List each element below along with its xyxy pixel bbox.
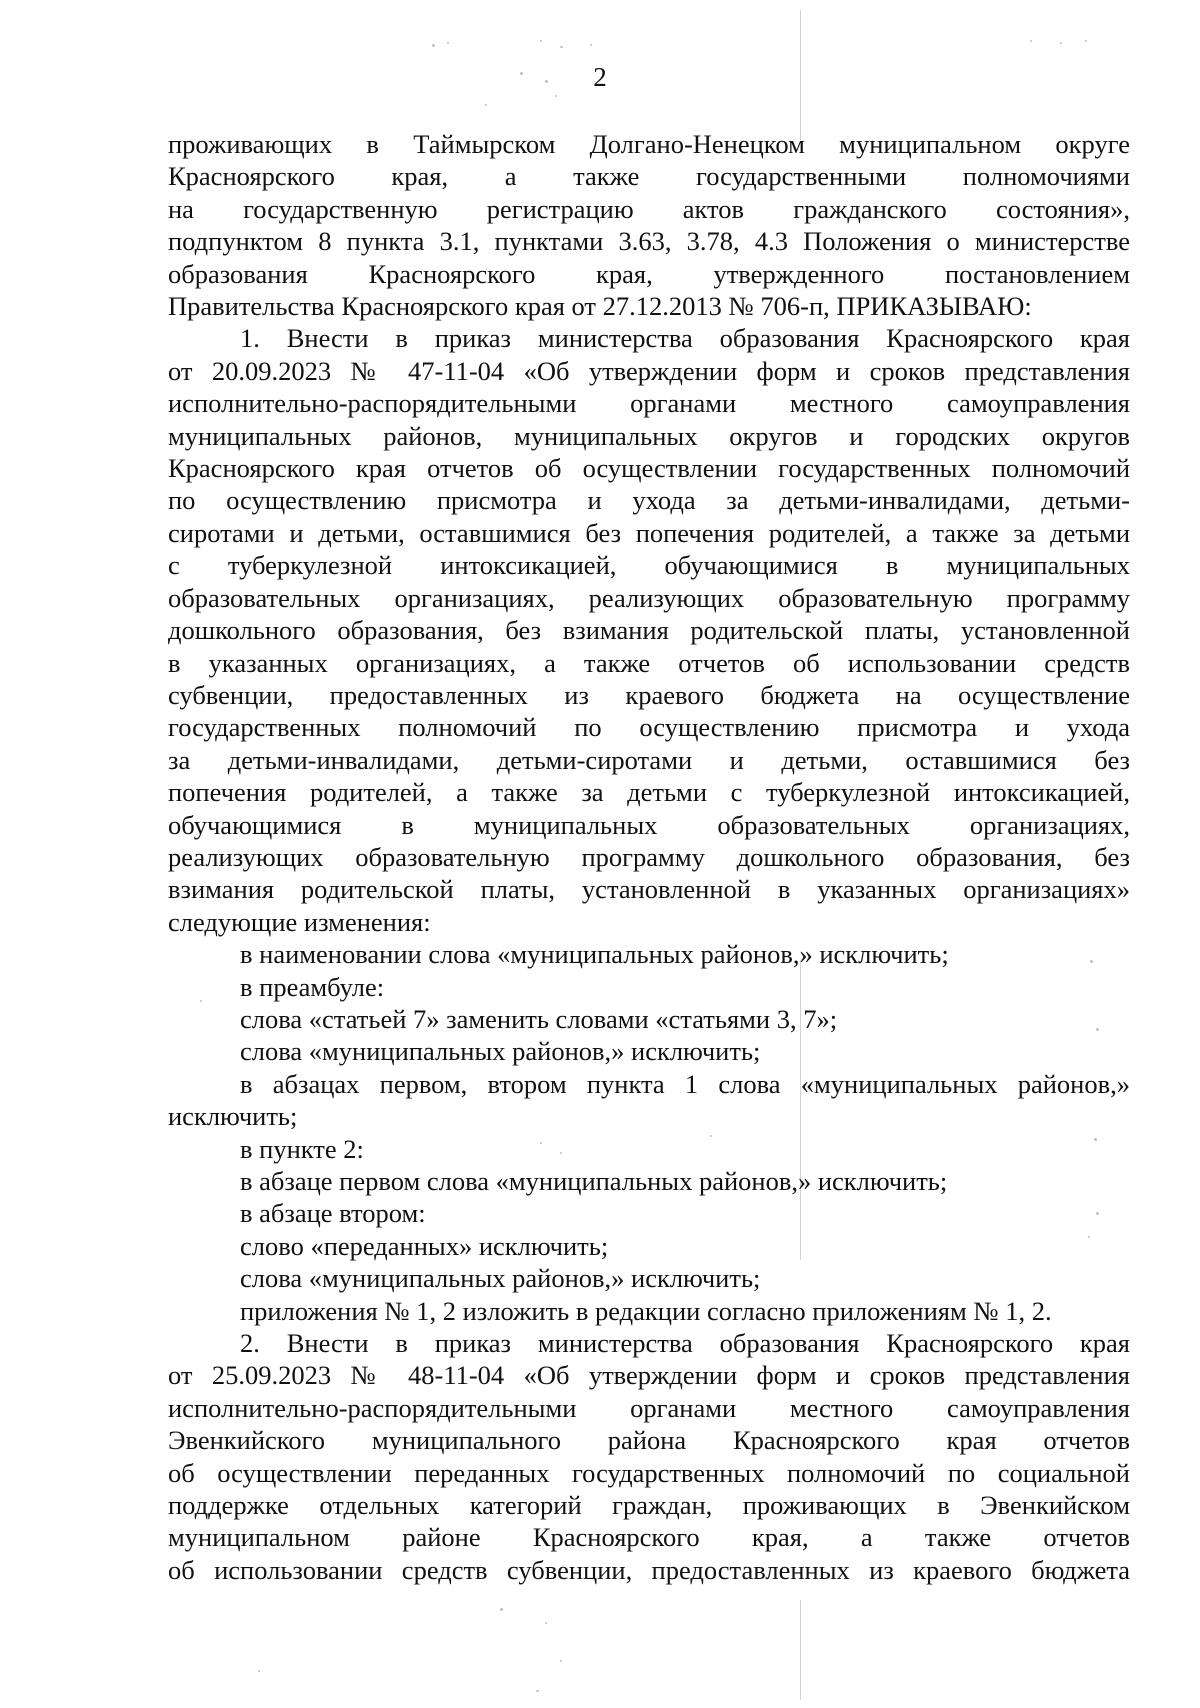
text-line: в абзаце втором: [240,1198,426,1229]
paragraph-amendment [168,1295,1130,1327]
scan-speck [560,46,563,48]
scan-speck [555,95,557,97]
text-line: образовательных организациях, реализующих образовательную программу [168,582,1130,613]
page-number: 2 [593,62,607,92]
text-line: Красноярского края отчетов об осуществлении государственных полномочий [168,453,1130,484]
scan-speck [432,44,435,47]
paragraph-amendment [168,1197,1130,1229]
text-line: слово «переданных» исключить; [240,1230,609,1261]
paragraph-amendment [168,1003,1130,1035]
text-line: поддержке отдельных категорий граждан, проживающих в Эвенкийском [168,1490,1130,1521]
text-line: реализующих образовательную программу дошкольного образования, без [168,841,1130,872]
scan-speck [1030,40,1032,42]
paragraph-amendment [168,1165,1130,1197]
scan-speck [500,1608,503,1611]
text-line: взимания родительской платы, установленной в указанных организациях» [168,874,1130,905]
text-line: на государственную регистрацию актов гражданского состояния», [168,193,1130,224]
text-line: 2. Внести в приказ министерства образования Красноярского края [240,1328,1130,1359]
text-line: подпунктом 8 пункта 3.1, пунктами 3.63, 3.78, 4.3 Положения о министерстве [168,226,1130,257]
scan-speck [485,104,487,106]
scan-speck [560,1660,562,1662]
text-line: по осуществлению присмотра и ухода за детьми-инвалидами, детьми- [168,485,1130,516]
text-line: субвенции, предоставленных из краевого бюджета на осуществление [168,679,1130,710]
text-line: обучающимися в муниципальных образовательных организациях, [168,809,1130,840]
scan-speck [536,1690,539,1692]
text-line: об использовании средств субвенции, предоставленных из краевого бюджета [168,1554,1130,1585]
text-line: слова «статьей 7» заменить словами «статьями 3, 7»; [240,1003,838,1034]
paragraph-amendment [168,1035,1130,1067]
paragraph-preamble-continuation [168,128,1130,322]
text-line: за детьми-инвалидами, детьми-сиротами и детьми, оставшимися без [168,744,1130,775]
text-line: в наименовании слова «муниципальных районов,» исключить; [240,939,949,970]
text-line: государственных полномочий по осуществлению присмотра и ухода [168,712,1130,743]
text-line: муниципальном районе Красноярского края, а также отчетов [168,1522,1130,1553]
text-line: от 20.09.2023 № 47-11-04 «Об утверждении форм и сроков представления [168,355,1130,386]
text-line: 1. Внести в приказ министерства образования Красноярского края [240,323,1130,354]
text-line: следующие изменения: [168,906,431,937]
text-line: от 25.09.2023 № 48-11-04 «Об утверждении форм и сроков представления [168,1360,1130,1391]
text-line: образования Красноярского края, утвержденного постановлением [168,258,1130,289]
text-line: муниципальных районов, муниципальных округов и городских округов [168,420,1130,451]
scan-speck [540,40,542,42]
text-line: слова «муниципальных районов,» исключить; [240,1263,761,1294]
text-line: Эвенкийского муниципального района Красноярского края отчетов [168,1425,1130,1456]
text-line: в абзацах первом, втором пункта 1 слова «муниципальных районов,» [240,1068,1130,1099]
text-line: Красноярского края, а также государственными полномочиями [168,161,1130,192]
text-line: проживающих в Таймырском Долгано-Ненецком муниципальном округе [168,129,1130,159]
paragraph-amendment [168,1068,1130,1133]
text-line: в пункте 2: [240,1133,364,1164]
text-line: исполнительно-распорядительными органами местного самоуправления [168,388,1130,419]
scan-speck [447,42,449,44]
text-line: дошкольного образования, без взимания родительской платы, установленной [168,615,1130,646]
text-line: в указанных организациях, а также отчетов об использовании средств [168,647,1130,678]
scan-speck [1060,42,1062,44]
text-line: Правительства Красноярского края от 27.12.2013 № 706-п, ПРИКАЗЫВАЮ: [168,291,1032,322]
text-line: исполнительно-распорядительными органами местного самоуправления [168,1392,1130,1423]
text-line: слова «муниципальных районов,» исключить; [240,1036,761,1067]
scan-speck [590,44,592,46]
text-line: в абзаце первом слова «муниципальных районов,» исключить; [240,1166,948,1196]
scan-speck [545,1622,547,1624]
text-line: сиротами и детьми, оставшимися без попечения родителей, а также за детьми [168,517,1130,548]
text-line: в преамбуле: [240,971,385,1002]
paragraph-amendment [168,1262,1130,1294]
text-line: с туберкулезной интоксикацией, обучающимися в муниципальных [168,550,1130,581]
text-line: исключить; [168,1101,298,1132]
scan-speck [1085,40,1087,42]
paragraph-amendment [168,971,1130,1003]
paragraph-amendment [168,1133,1130,1165]
paragraph-amendment [168,1230,1130,1262]
document-body [168,128,1130,1586]
paragraph-item-1 [168,322,1130,938]
paragraph-amendment [168,938,1130,970]
text-line: об осуществлении переданных государственных полномочий по социальной [168,1457,1130,1488]
text-line: приложения № 1, 2 изложить в редакции согласно приложениям № 1, 2. [240,1295,1052,1326]
scan-fold-line [800,1600,801,1700]
text-line: попечения родителей, а также за детьми с туберкулезной интоксикацией, [168,777,1130,808]
scan-speck [258,1670,260,1672]
paragraph-item-2 [168,1327,1130,1586]
